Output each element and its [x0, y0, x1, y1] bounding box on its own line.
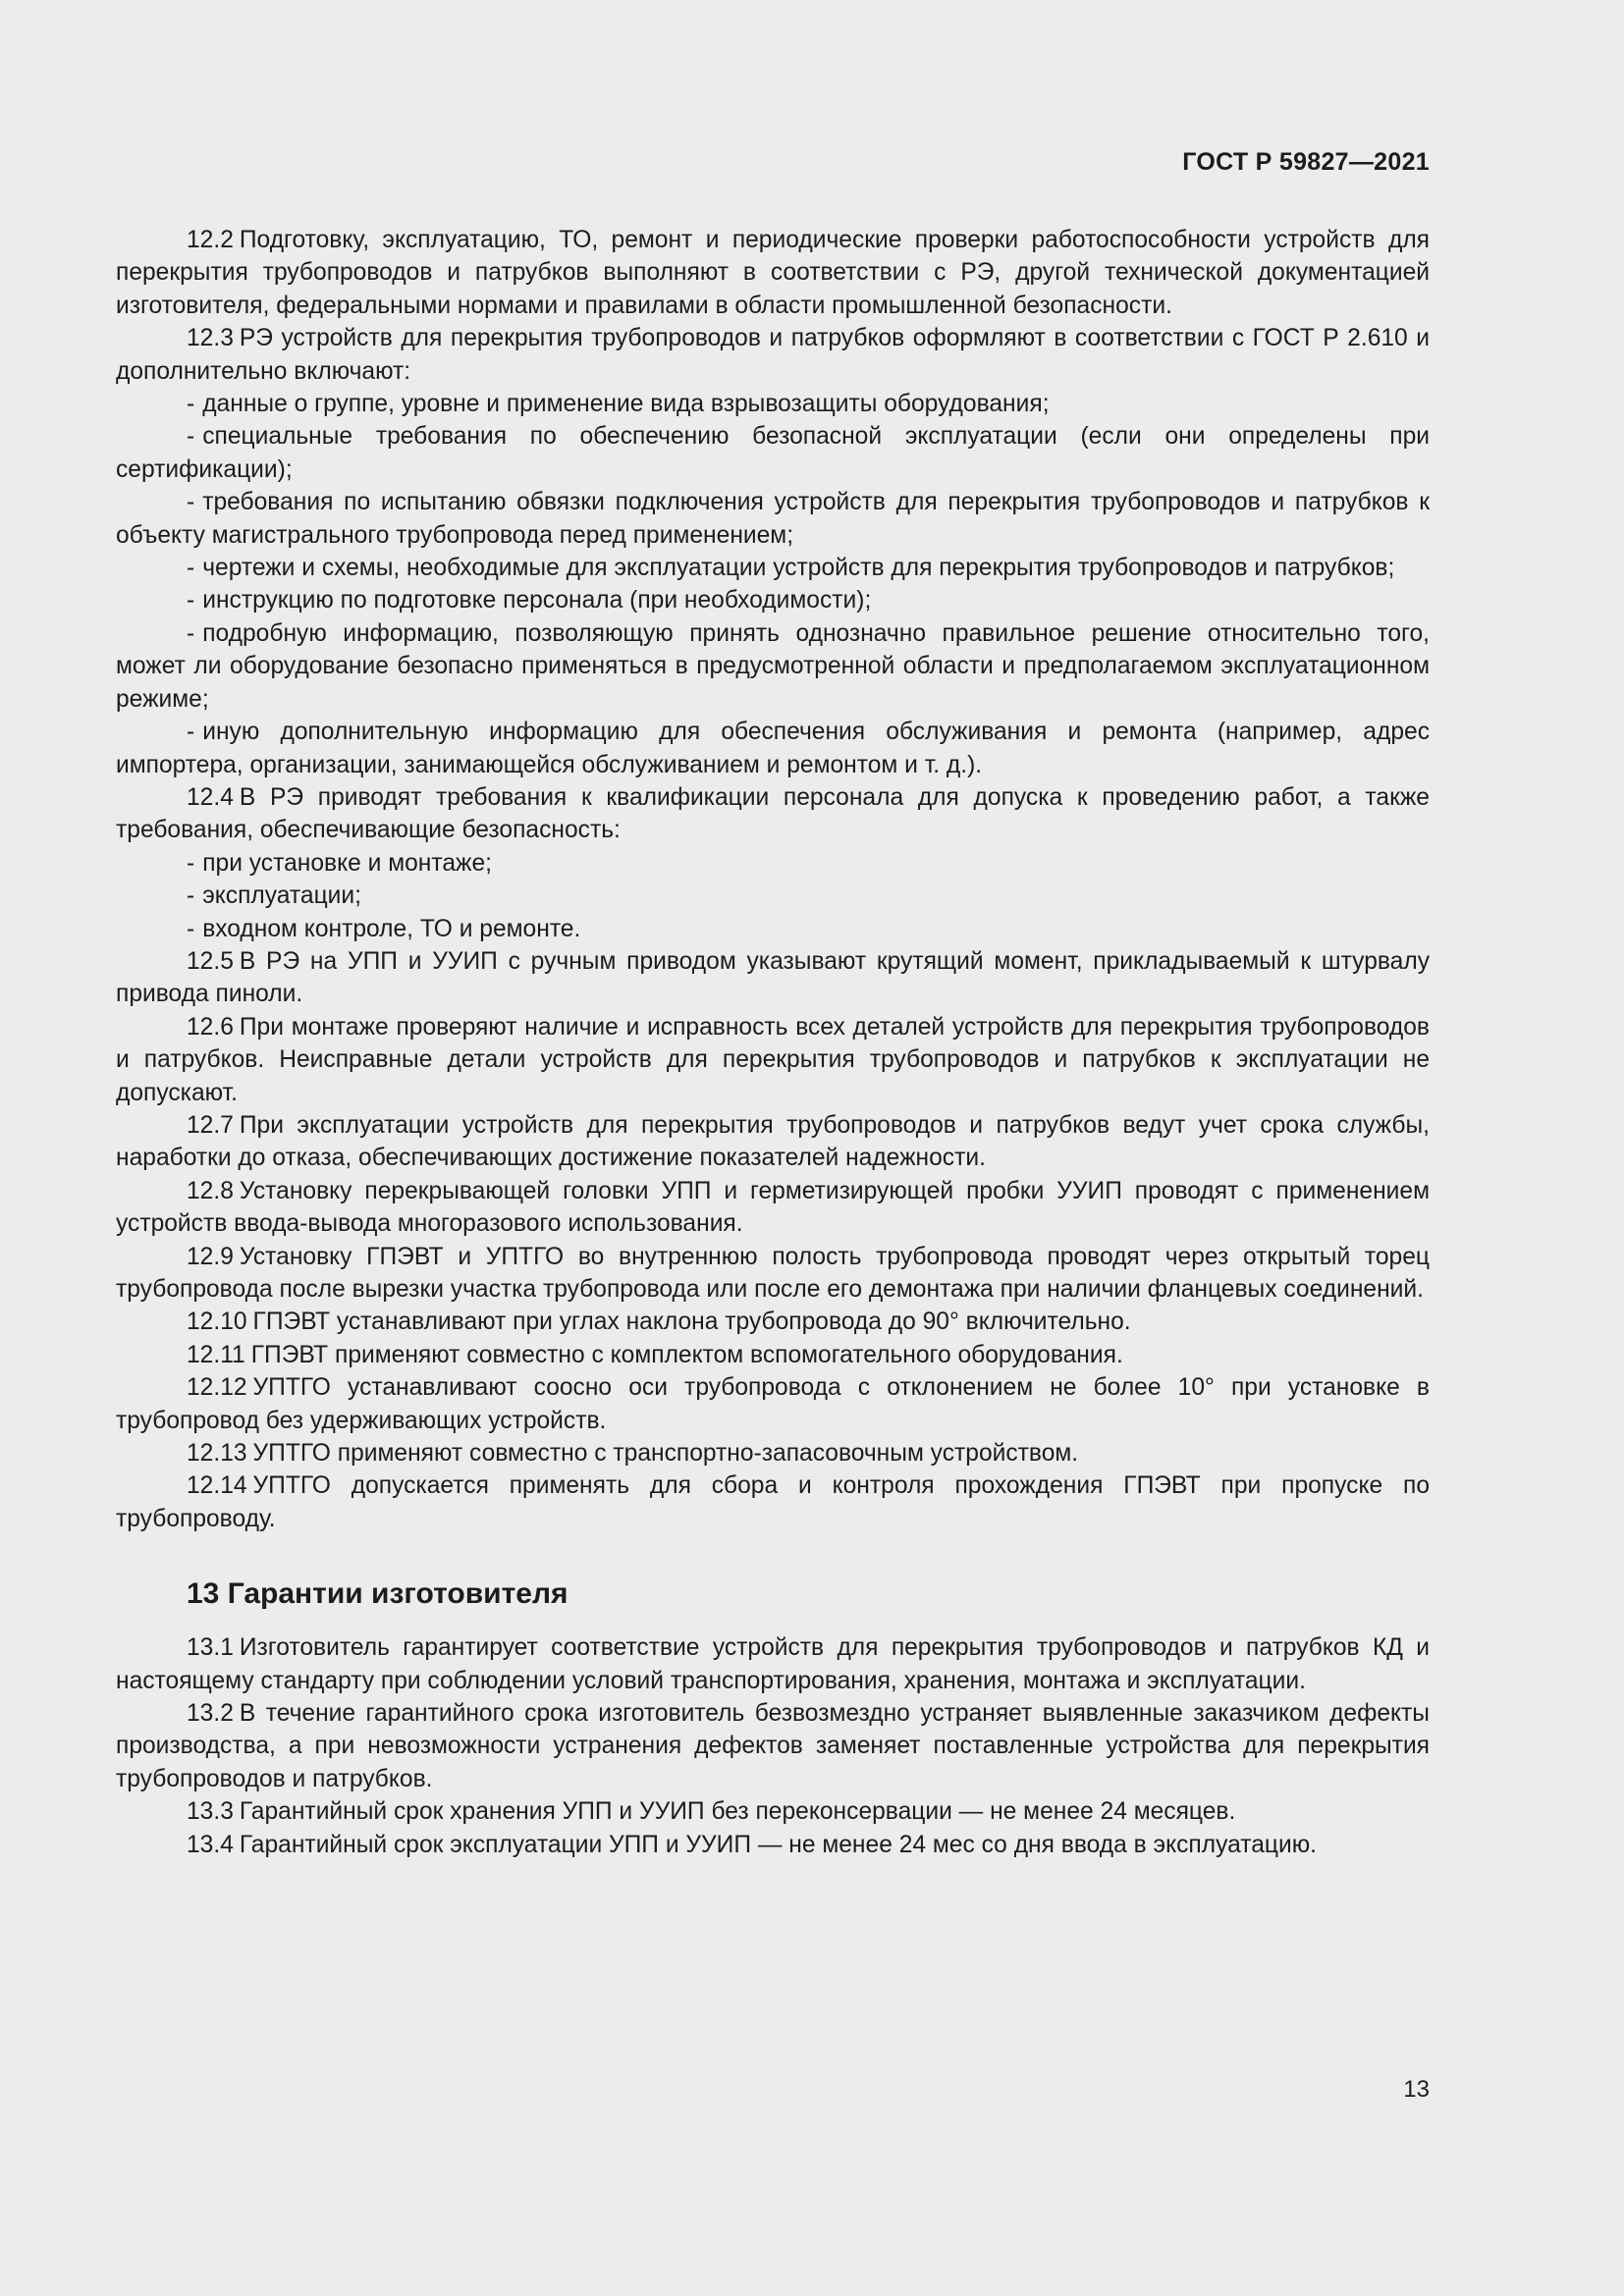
- paragraph-12-3: [116, 322, 1430, 388]
- document-code-header: ГОСТ Р 59827—2021: [1182, 148, 1430, 176]
- list-dash: -: [187, 555, 195, 582]
- clause-text: Гарантийный срок эксплуатации УПП и УУИП — не менее 24 мес со дня ввода в эксплуатацию.: [239, 1831, 1317, 1858]
- list-item-text: эксплуатации;: [202, 882, 361, 910]
- clause-number: 12.2: [187, 227, 234, 253]
- clause-text: В течение гарантийного срока изготовитель безвозмездно устраняет выявленные заказчиком дефекты производства, а при невозможности устранения дефектов заменяет поставленные устройства для перекрытия трубопроводов и патрубков.: [116, 1700, 1430, 1792]
- list-item: [116, 716, 1430, 781]
- clause-text: При монтаже проверяют наличие и исправность всех деталей устройств для перекрытия трубопроводов и патрубков. Неисправные детали устройств для перекрытия трубопроводов и патрубков к эксплуатации не допускают.: [116, 1013, 1430, 1106]
- list-dash: -: [187, 915, 195, 942]
- list-item: [116, 584, 1430, 616]
- paragraph-12-2: [116, 224, 1430, 322]
- list-item: [116, 552, 1430, 584]
- clause-text: В РЭ на УПП и УУИП с ручным приводом указывают крутящий момент, прикладываемый к штурвалу привода пиноли.: [116, 947, 1430, 1008]
- list-dash: -: [187, 882, 195, 910]
- list-item: [116, 617, 1430, 716]
- paragraph-12-12: [116, 1371, 1430, 1437]
- clause-text: Изготовитель гарантирует соответствие устройств для перекрытия трубопроводов и патрубков КД и настоящему стандарту при соблюдении условий транспортирования, хранения, монтажа и эксплуатации.: [116, 1634, 1430, 1694]
- clause-text: Установку перекрывающей головки УПП и герметизирующей пробки УУИП проводят с применением устройств ввода-вывода многоразового использования.: [116, 1177, 1430, 1238]
- clause-number: 12.9: [187, 1243, 234, 1270]
- clause-number: 12.6: [187, 1013, 234, 1041]
- clause-text: Установку ГПЭВТ и УПТГО во внутреннюю полость трубопровода проводят через открытый торец трубопровода после вырезки участка трубопровода или после его демонтажа при наличии фланцевых соединений.: [116, 1243, 1430, 1303]
- paragraph-12-4: [116, 781, 1430, 847]
- clause-text: РЭ устройств для перекрытия трубопроводов и патрубков оформляют в соответствии с ГОСТ Р 2.610 и дополнительно включают:: [116, 325, 1430, 385]
- paragraph-12-8: [116, 1175, 1430, 1241]
- list-dash: -: [187, 391, 195, 418]
- clause-number: 12.5: [187, 947, 234, 975]
- list-item-text: чертежи и схемы, необходимые для эксплуатации устройств для перекрытия трубопроводов и патрубков;: [202, 555, 1395, 582]
- list-item: [116, 880, 1430, 912]
- clause-number: 13.3: [187, 1798, 234, 1826]
- page-number: 13: [1403, 2076, 1430, 2103]
- list-dash: -: [187, 489, 195, 516]
- section-heading: 13 Гарантии изготовителя: [187, 1577, 568, 1611]
- list-dash: -: [187, 849, 195, 877]
- document-body: [116, 224, 1430, 1861]
- clause-number: 12.11: [187, 1341, 245, 1368]
- clause-number: 12.7: [187, 1111, 234, 1139]
- paragraph-13-2: [116, 1697, 1430, 1795]
- clause-number: 12.8: [187, 1177, 234, 1204]
- clause-text: Гарантийный срок хранения УПП и УУИП без переконсервации — не менее 24 месяцев.: [239, 1798, 1236, 1826]
- clause-text: В РЭ приводят требования к квалификации персонала для допуска к проведению работ, а также требования, обеспечивающие безопасность:: [116, 783, 1430, 844]
- list-item-text: входном контроле, ТО и ремонте.: [202, 915, 581, 942]
- list-item: [116, 420, 1430, 486]
- clause-text: ГПЭВТ применяют совместно с комплектом вспомогательного оборудования.: [250, 1341, 1123, 1368]
- list-item: [116, 847, 1430, 880]
- paragraph-12-5: [116, 945, 1430, 1011]
- clause-number: 13.1: [187, 1634, 234, 1662]
- list-item-text: специальные требования по обеспечению безопасной эксплуатации (если они определены при сертификации);: [116, 423, 1430, 483]
- paragraph-12-13: [116, 1437, 1430, 1469]
- list-item: [116, 388, 1430, 420]
- clause-text: УПТГО устанавливают соосно оси трубопровода с отклонением не более 10° при установке в трубопровод без удерживающих устройств.: [116, 1374, 1430, 1434]
- paragraph-13-3: [116, 1795, 1430, 1828]
- paragraph-12-10: [116, 1306, 1430, 1338]
- list-item-text: подробную информацию, позволяющую принять однозначно правильное решение относительно того, может ли оборудование безопасно применяться в предусмотренной области и предполагаемом эксплуатационном режиме;: [116, 619, 1430, 713]
- clause-text: УПТГО допускается применять для сбора и контроля прохождения ГПЭВТ при пропуске по трубопроводу.: [116, 1472, 1430, 1532]
- clause-number: 12.3: [187, 325, 234, 352]
- clause-number: 13.2: [187, 1700, 234, 1728]
- list-dash: -: [187, 719, 195, 746]
- list-item-text: данные о группе, уровне и применение вида взрывозащиты оборудования;: [202, 391, 1050, 418]
- clause-number: 13.4: [187, 1831, 234, 1858]
- clause-number: 12.4: [187, 783, 234, 811]
- paragraph-12-11: [116, 1339, 1430, 1371]
- paragraph-12-14: [116, 1469, 1430, 1535]
- paragraph-12-7: [116, 1109, 1430, 1175]
- list-dash: -: [187, 619, 195, 647]
- list-item: [116, 486, 1430, 552]
- list-item: [116, 913, 1430, 945]
- list-item-text: инструкцию по подготовке персонала (при необходимости);: [202, 587, 872, 614]
- clause-text: При эксплуатации устройств для перекрытия трубопроводов и патрубков ведут учет срока службы, наработки до отказа, обеспечивающих достижение показателей надежности.: [116, 1111, 1430, 1172]
- clause-text: ГПЭВТ устанавливают при углах наклона трубопровода до 90° включительно.: [252, 1308, 1131, 1336]
- list-dash: -: [187, 423, 195, 451]
- clause-number: 12.14: [187, 1472, 247, 1500]
- clause-number: 12.13: [187, 1440, 247, 1468]
- clause-number: 12.12: [187, 1374, 247, 1402]
- paragraph-12-9: [116, 1241, 1430, 1307]
- paragraph-13-4: [116, 1829, 1430, 1861]
- clause-text: УПТГО применяют совместно с транспортно-запасовочным устройством.: [252, 1440, 1079, 1468]
- list-item-text: требования по испытанию обвязки подключения устройств для перекрытия трубопроводов и патрубков к объекту магистрального трубопровода перед применением;: [116, 489, 1430, 549]
- list-item-text: иную дополнительную информацию для обеспечения обслуживания и ремонта (например, адрес импортера, организации, занимающейся обслуживанием и ремонтом и т. д.).: [116, 719, 1430, 778]
- clause-text: Подготовку, эксплуатацию, ТО, ремонт и периодические проверки работоспособности устройств для перекрытия трубопроводов и патрубков выполняют в соответствии с РЭ, другой технической документацией изготовителя, федеральными нормами и правилами в области промышленной безопасности.: [116, 227, 1430, 319]
- list-dash: -: [187, 587, 195, 614]
- list-item-text: при установке и монтаже;: [202, 849, 492, 877]
- paragraph-13-1: [116, 1631, 1430, 1697]
- paragraph-12-6: [116, 1011, 1430, 1109]
- clause-number: 12.10: [187, 1308, 247, 1336]
